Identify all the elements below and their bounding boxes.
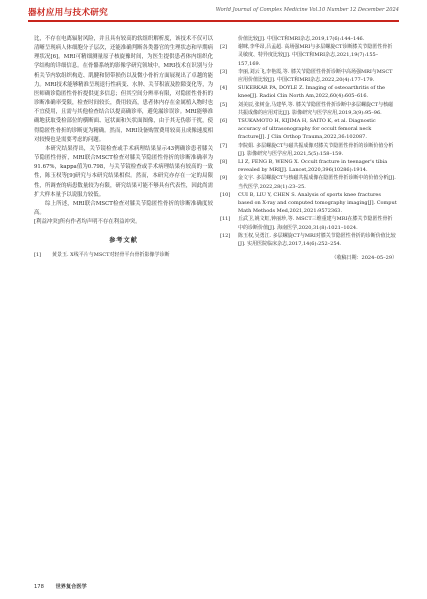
reference-number: [9] (220, 175, 228, 182)
left-column (34, 35, 213, 260)
right-column (220, 35, 397, 263)
reference-text: 刘美辰,张树金,马建华,等. 膝关节隐匿性骨折诊断中多层螺旋CT与核磁共振成像的应用对比[J]. 影像研究与医学应用,2019,3(9):95–96. (238, 101, 394, 116)
reference-text: 陈玉权,吴勇江. 多层螺旋CT与MRI对膝关节隐匿性骨折的诊断价值比较[J]. 实用医院临床杂志,2017,14(6):252–254. (238, 232, 396, 248)
reference-number: [5] (220, 101, 228, 108)
reference-text: LI Z, FENG B, WENG X. Occult fracture in teenager's tibia revealed by MRI[J]. Lancet,2020,396(10286):1914. (238, 159, 388, 174)
reference-item (220, 68, 397, 84)
journal-citation: World Journal of Complex Medicine Vol.10 Number 12 December 2024 (215, 7, 399, 13)
body-paragraph: 比，不存在电离辐射风险，并且具有较高的软组织解析度，该技术不仅可以清晰呈现病人体细胞分子层次，还能准确判断各类器官的生理状态和早期病理状况[6]。MRI可精细测量原子核旋豫时间，为医生提供患者体内组织化学结构的详细信息。在骨骼系统的影像学研究领域中，MRI技术在识别与分析关节内软组织构造、肌腱和韧带损伤以及微小骨折方面展现出了卓越的能力。MRI技术能够精准呈现退行性病变、水肿、关节积液及腔隙变化等，为医师确诊隐匿性骨折提供更多信息；但其空间分辨率有限，对隐匿性骨折的诊断准确率受限，检查时间较长，费用较高，患者体内存在金属植入物时也不宜使用，且需与其他检查结合以提高确诊率，避免漏诊误诊。MRI能够准确地获取受检部位的横断面、冠状面和矢状面图像，由于其无伪影干扰，使得隐匿性骨折的诊断更为精确。然而，MRI设备购置费用较高且成像速度相对较慢也是需要考虑的问题。 (34, 36, 213, 143)
reference-text: 金文宇. 多层螺旋CT与核磁共振成像在隐匿性骨折诊断中的价值分析[J]. 当代医学,2022,28(1):23–25. (238, 175, 396, 190)
reference-number: [3] (220, 68, 228, 75)
body-paragraph: 本研究结果得出，关节镜检查或手术病理结果显示43例确诊患者膝关节隐匿性骨折，MRI联合MSCT检查对膝关节隐匿性骨折的诊断准确率为91.67%，kappa值为0.798，与关节镜检查或手术病理结果有较高的一致性，陈玉权等[9]研究与本研究结果相似。然而，本研究亦存在一定的局限性，所调查的病患数量较为有限，研究结果可能不够具有代表性，因此尚需扩大样本量予以说服力较低。 (34, 145, 213, 198)
reference-number: [2] (220, 44, 228, 51)
reference-item (220, 174, 397, 190)
reference-number: [8] (220, 159, 228, 166)
reference-item (220, 43, 397, 68)
reference-number: [4] (220, 85, 228, 92)
page-number: 178 (34, 584, 44, 590)
reference-item (220, 142, 397, 158)
reference-text: 谢咪,李华昂,吕孟超. 高场强MRI与多层螺旋CT诊断膝关节隐匿性骨折灵敏度、特异度比较[J]. 中国CT和MRI杂志,2021,19(7):155–157,169. (238, 44, 393, 67)
reference-text: 价值比较[J]. 中国CT和MRI杂志,2019,17(6):144–146. (238, 36, 365, 42)
reference-item (220, 35, 397, 43)
reference-text: 李院娟. 多层螺旋CT与磁共振成像对膝关节隐匿性骨折的诊断价值分析[J]. 影像研究与医学应用,2021,5(5):158–159. (238, 142, 394, 157)
received-date: （收稿日期：2024–05–29） (331, 255, 397, 262)
reference-text: 丘武卫,姚文虹,钟丽珍,等. MSCT三维重建与MRI在膝关节隐匿性骨折中的诊断价值[J]. 海南医学,2020,31(8):1021–1024. (238, 216, 393, 231)
reference-item (220, 101, 397, 117)
reference-number: [1] (34, 252, 42, 259)
reference-item (220, 215, 397, 231)
reference-number: [7] (220, 142, 228, 149)
reference-item (220, 191, 397, 216)
reference-text: CUI B, LIU Y, CHEN S. Analysis of sports knee fractures based on X-ray and computed tomography imaging[J]. Comput Math Methods Med,2021,2021:9572363. (238, 191, 397, 215)
reference-item (220, 232, 397, 248)
reference-text: TSUKAMOTO H, KIJIMA H, SAITO K, et al. Diagnostic accuracy of ultrasonography for occult femoral neck fracture[J]. J Clin Orthop Trauma,2022,36:102087. (238, 118, 376, 141)
reference-number: [10] (220, 191, 231, 198)
footer-journal-name: 世界复合医学 (55, 584, 87, 590)
reference-number: [11] (220, 216, 231, 223)
section-title: 器材应用与技术研究 (28, 8, 109, 18)
references-heading: 参考文献 (109, 237, 138, 245)
reference-item (220, 158, 397, 174)
reference-item (220, 84, 397, 100)
header-rule (28, 20, 399, 22)
reference-item (34, 251, 213, 259)
conflict-note: [利益冲突]所有作者均声明不存在利益冲突。 (34, 219, 141, 226)
reference-item (220, 117, 397, 142)
reference-text: SUKERKAR PA, DOYLE Z. Imaging of osteoarthritis of the knee[J]. Radiol Clin North Am,2022,60(4):605–616. (238, 85, 386, 100)
reference-text: 李丽,刘云飞,李艳霞,等. 膝关节隐匿性骨折诊断中高场强MRI与MSCT应用价值比较[J]. 中国CT和MRI杂志,2022,20(4):177–179. (238, 68, 393, 84)
page-footer (34, 583, 87, 590)
reference-number: [12] (220, 232, 231, 239)
reference-number: [6] (220, 118, 228, 125)
body-paragraph: 综上所述，MRI联合MSCT检查对膝关节隐匿性骨折的诊断准确度较高。 (34, 200, 213, 216)
reference-text: 黄景玉. X线平片与MSCT对轻骨平台骨折影像学诊断 (52, 252, 170, 259)
